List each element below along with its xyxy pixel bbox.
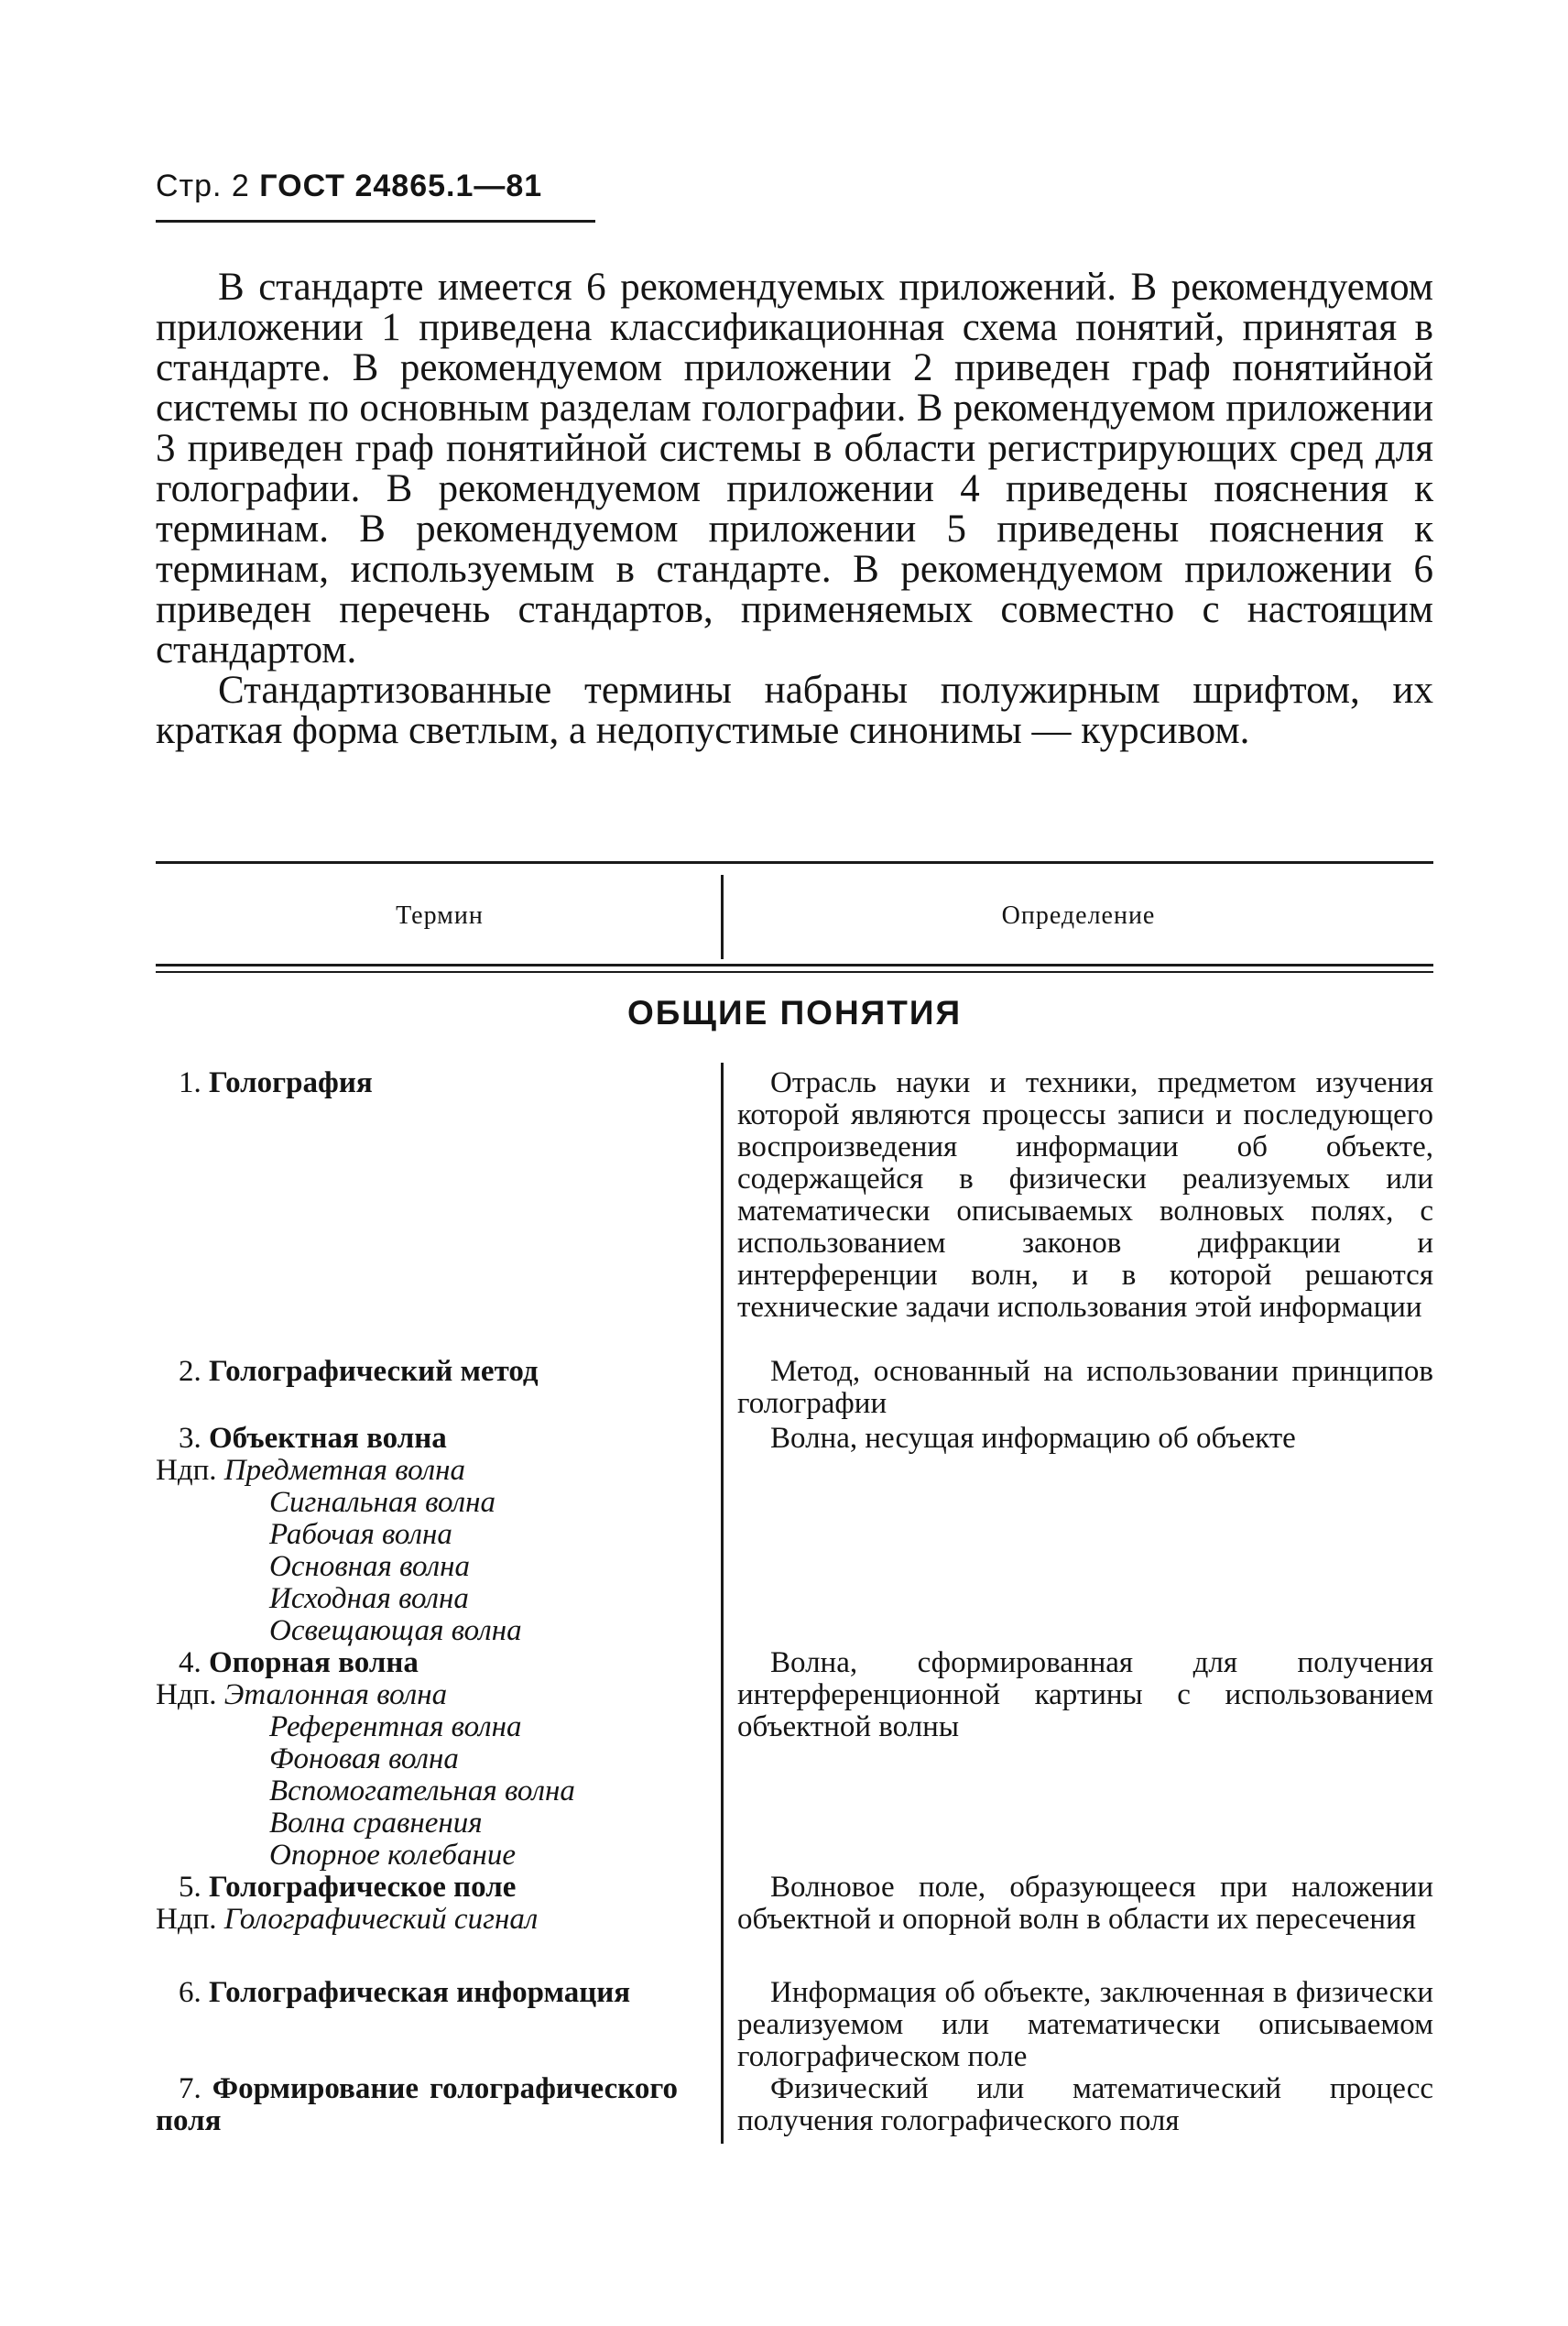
term-number: 6. <box>179 1976 201 2009</box>
synonym: Сигнальная волна <box>269 1486 495 1519</box>
term-name: Голографическое поле <box>209 1871 517 1904</box>
definition-entry-6 <box>737 1977 1433 2073</box>
term-name: Голография <box>209 1066 373 1099</box>
synonym-prefix: Ндп. <box>156 1678 217 1711</box>
intro-paragraph-2: Стандартизованные термины набраны полужирным шрифтом, их краткая форма светлым, а недопустимые синонимы — курсивом. <box>156 669 1433 752</box>
column-header-term: Термин <box>396 901 484 930</box>
definition-text: Физический или математический процесс получения голографического поля <box>737 2072 1433 2137</box>
definition-text: Волновое поле, образующееся при наложении объектной и опорной волн в области их пересечения <box>737 1871 1433 1936</box>
intro-paragraph-1: В стандарте имеется 6 рекомендуемых приложений. В рекомендуемом приложении 1 приведена классификационная схема понятий, принятая в стандарте. В рекомендуемом приложении 2 приведен граф понятийной системы по основным разделам голографии. В рекомендуемом приложении 3 приведен граф понятийной системы в области регистрирующих сред для голографии. В рекомендуемом приложении 4 приведены пояснения к терминам. В рекомендуемом приложении 5 приведены пояснения к терминам, используемым в стандарте. В рекомендуемом приложении 6 приведен перечень стандартов, применяемых совместно с настоящим стандартом. <box>156 266 1433 672</box>
term-entry-5 <box>156 1872 705 1936</box>
term-entry-3 <box>156 1423 705 1647</box>
term-entry-6 <box>179 1977 728 2009</box>
intro-text <box>156 268 1433 751</box>
synonym: Основная волна <box>269 1550 470 1583</box>
page-number: Стр. 2 <box>156 169 250 203</box>
definition-entry-4 <box>737 1647 1433 1743</box>
term-number: 5. <box>179 1871 201 1904</box>
term-number: 3. <box>179 1422 201 1455</box>
definition-entry-1 <box>737 1067 1433 1324</box>
term-name: Формирование голографического поля <box>156 2072 678 2137</box>
term-name: Объектная волна <box>209 1422 447 1455</box>
synonym-line <box>156 1679 705 1711</box>
definition-text: Волна, сформированная для получения интерференционной картины с использованием объектной волны <box>737 1646 1433 1743</box>
term-number: 2. <box>179 1355 201 1388</box>
term-entry-2 <box>179 1356 728 1388</box>
definition-entry-2 <box>737 1356 1433 1420</box>
definition-entry-5 <box>737 1872 1433 1936</box>
term-entry-7 <box>156 2073 678 2137</box>
term-number: 7. <box>179 2072 201 2105</box>
term-name: Голографическая информация <box>209 1976 631 2009</box>
synonym: Опорное колебание <box>269 1839 516 1872</box>
synonym: Эталонная волна <box>223 1678 448 1711</box>
synonym: Освещающая волна <box>269 1614 522 1647</box>
definition-text: Метод, основанный на использовании принципов голографии <box>737 1355 1433 1420</box>
synonym: Рабочая волна <box>269 1518 452 1551</box>
synonym-line <box>156 1455 705 1487</box>
synonym-prefix: Ндп. <box>156 1903 217 1936</box>
synonym: Волна сравнения <box>269 1807 483 1840</box>
table-header-rule-1 <box>156 964 1433 966</box>
synonym-line <box>156 1904 705 1936</box>
term-number: 4. <box>179 1646 201 1679</box>
table-header <box>156 870 1433 962</box>
definition-text: Отрасль науки и техники, предметом изучения которой являются процессы записи и последующего воспроизведения информации об объекте, содержащейся в физически реализуемых или математически описываемых волновых полях, с использованием законов дифракции и интерференции волн, и в которой решаются технические задачи использования этой информации <box>737 1066 1433 1324</box>
column-header-definition: Определение <box>1001 901 1156 930</box>
definition-entry-7 <box>737 2073 1433 2137</box>
definition-entry-3 <box>737 1423 1433 1455</box>
definition-text: Информация об объекте, заключенная в физически реализуемом или математически описываемом голографическом поле <box>737 1976 1433 2073</box>
synonym: Голографический сигнал <box>223 1903 539 1936</box>
section-title: ОБЩИЕ ПОНЯТИЯ <box>626 994 963 1032</box>
synonym: Исходная волна <box>269 1582 469 1615</box>
header-rule <box>156 220 595 223</box>
page-header <box>156 169 542 204</box>
table-top-rule <box>156 861 1433 864</box>
synonym: Вспомогательная волна <box>269 1775 575 1807</box>
term-name: Голографический метод <box>209 1355 539 1388</box>
synonym: Фоновая волна <box>269 1742 459 1775</box>
synonym-prefix: Ндп. <box>156 1454 217 1487</box>
synonym: Референтная волна <box>269 1710 522 1743</box>
term-entry-1 <box>179 1067 728 1099</box>
table-header-rule-2 <box>156 971 1433 973</box>
term-number: 1. <box>179 1066 201 1099</box>
synonym: Предметная волна <box>223 1454 466 1487</box>
term-entry-4 <box>156 1647 705 1872</box>
standard-number: ГОСТ 24865.1—81 <box>259 169 543 203</box>
term-name: Опорная волна <box>209 1646 419 1679</box>
header-column-divider <box>721 875 724 959</box>
definition-text: Волна, несущая информацию об объекте <box>770 1422 1296 1455</box>
